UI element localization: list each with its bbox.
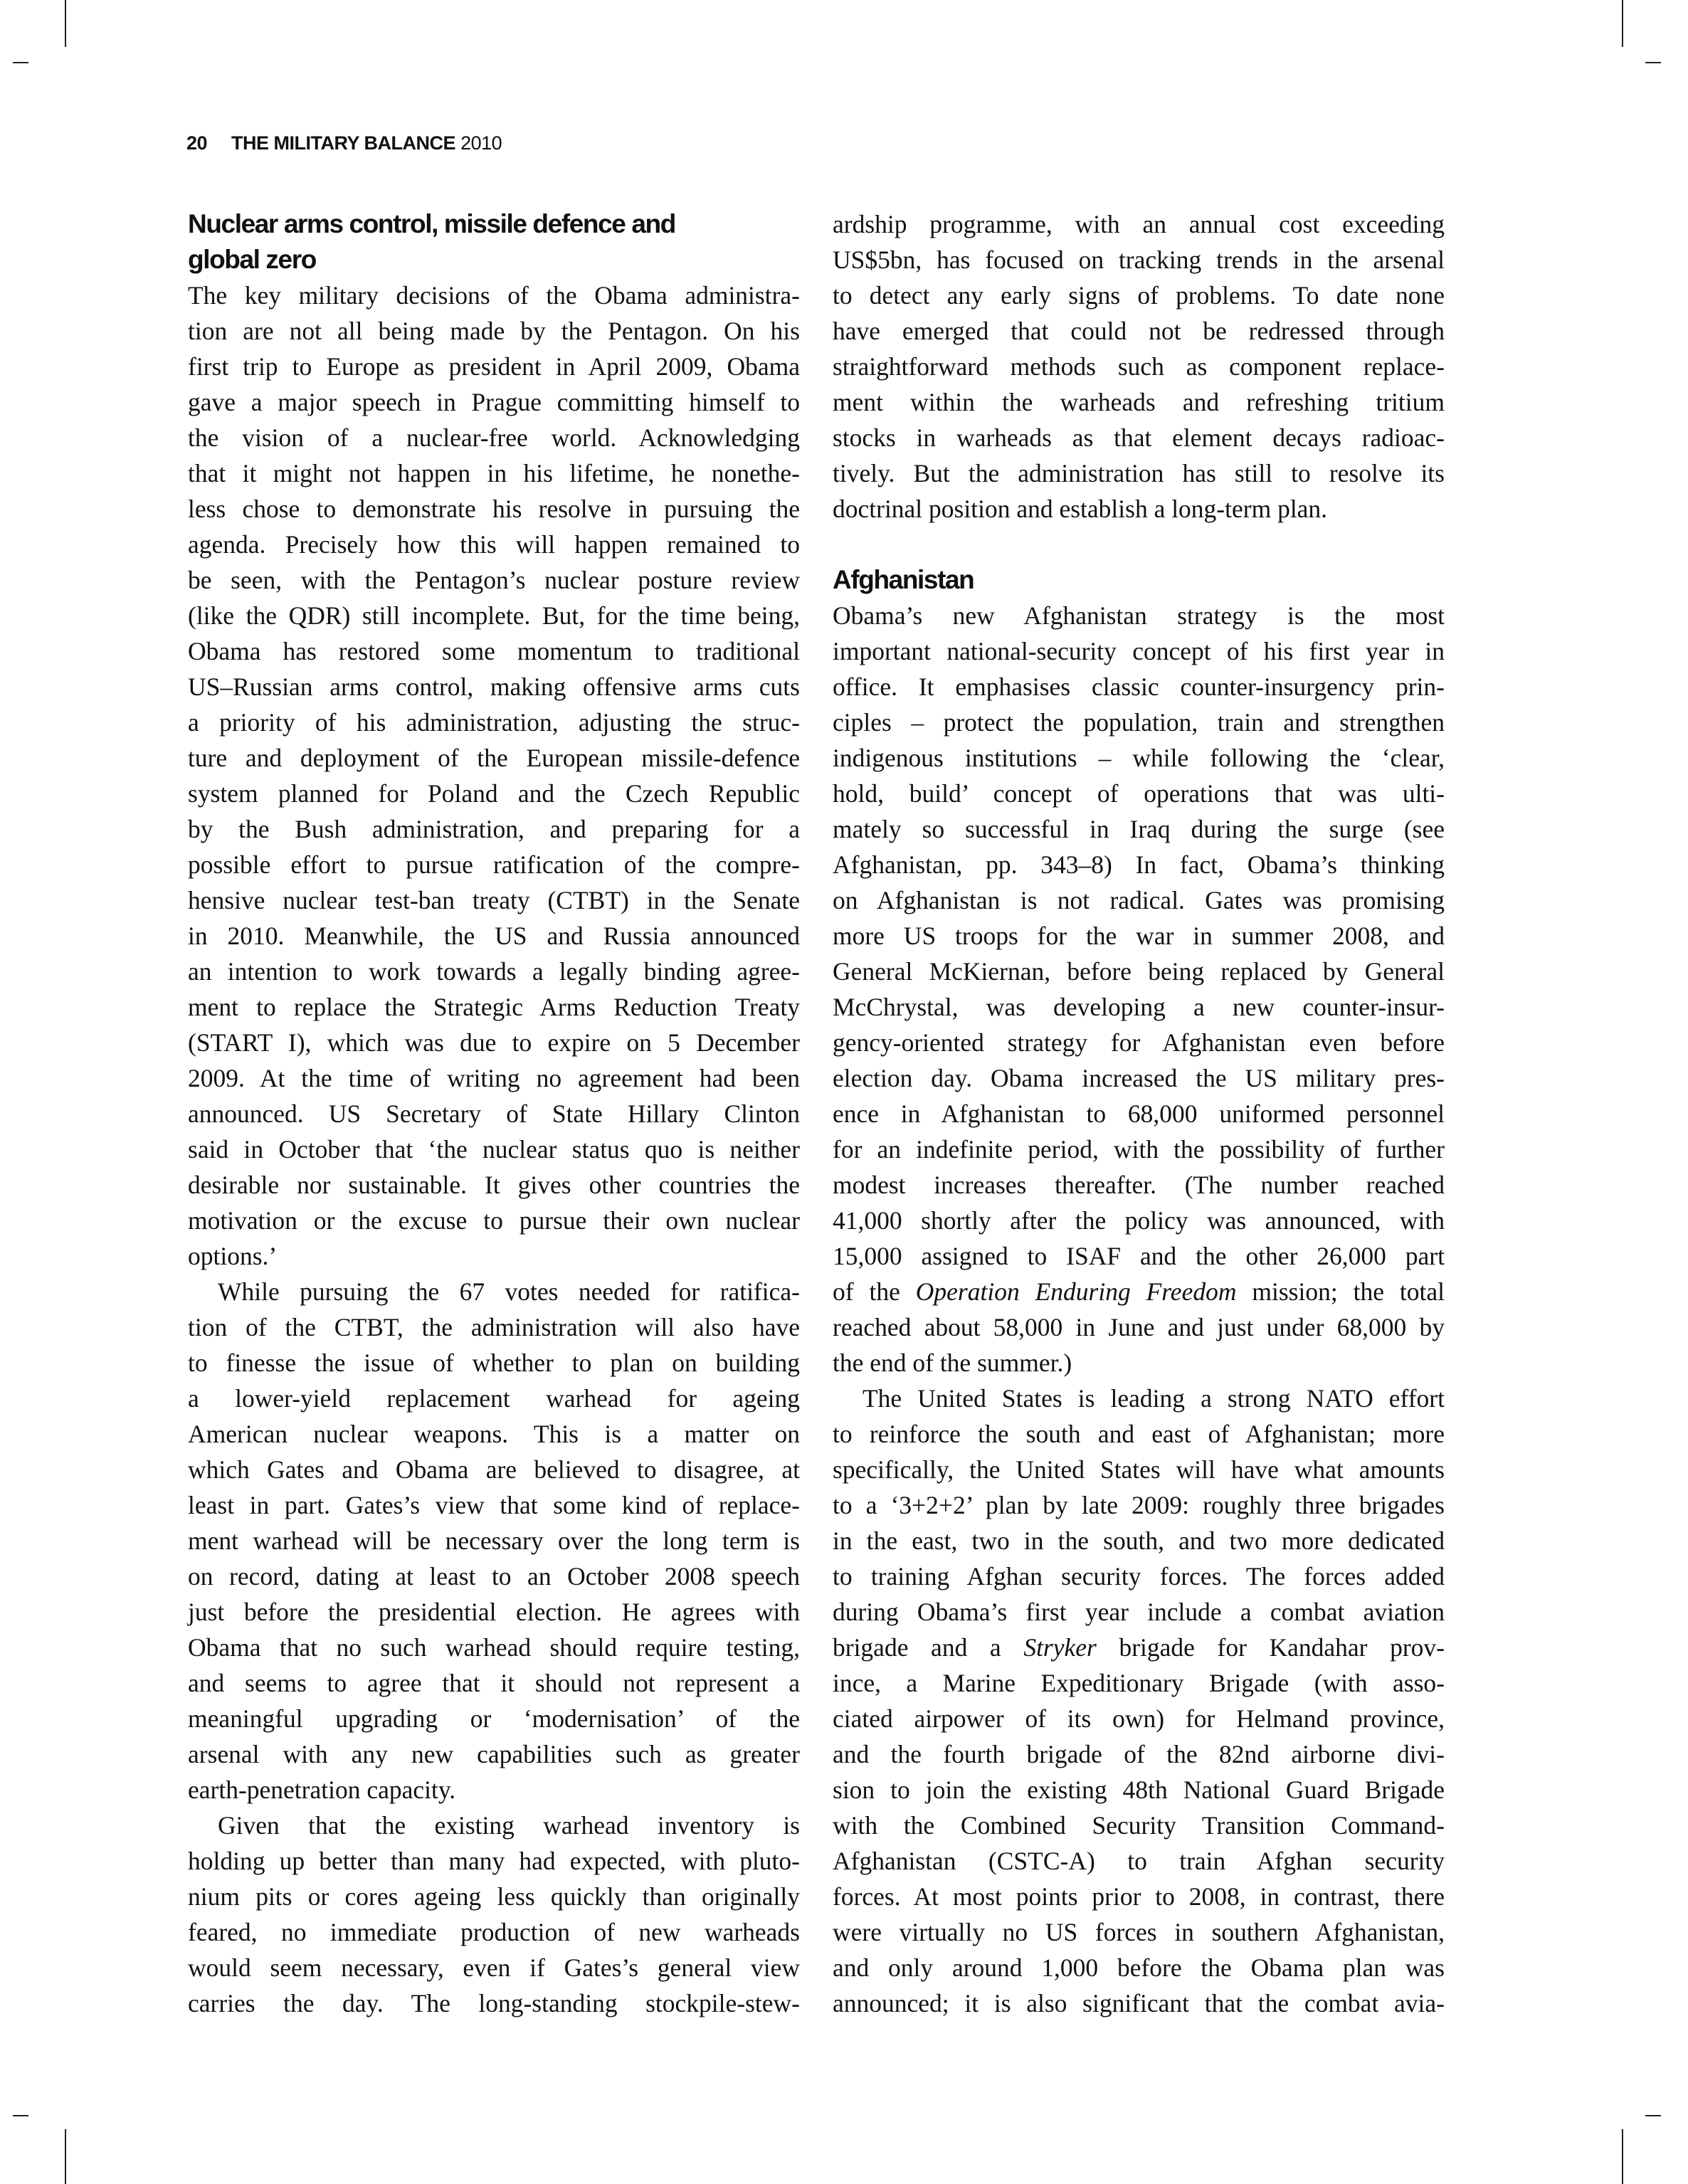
text-line: be seen, with the Pentagon’s nuclear posture review (188, 566, 800, 594)
text-line: a lower-yield replacement warhead for ageing (188, 1384, 800, 1413)
text-line: important national-security concept of his first year in (833, 637, 1445, 665)
text-line: American nuclear weapons. This is a matter on (188, 1420, 800, 1448)
text-line: Obama has restored some momentum to traditional (188, 637, 800, 665)
text-line: to training Afghan security forces. The forces added (833, 1562, 1445, 1590)
text-line: While pursuing the 67 votes needed for ratifica- (218, 1277, 800, 1306)
text-line: ince, a Marine Expeditionary Brigade (with asso- (833, 1669, 1445, 1697)
text-line: (START I), which was due to expire on 5 December (188, 1028, 800, 1057)
italic-title: Operation Enduring Freedom (915, 1277, 1237, 1306)
text-line: motivation or the excuse to pursue their own nuclear (188, 1206, 800, 1235)
text-line: the end of the summer.) (833, 1349, 1072, 1377)
text-line: 41,000 shortly after the policy was announced, with (833, 1206, 1445, 1235)
text-line: straightforward methods such as component replace- (833, 352, 1445, 381)
text-line: announced. US Secretary of State Hillary Clinton (188, 1099, 800, 1128)
text-line: reached about 58,000 in June and just under 68,000 by (833, 1313, 1445, 1341)
crop-mark (1645, 2115, 1661, 2116)
text-line: on Afghanistan is not radical. Gates was promising (833, 886, 1445, 914)
text-line: Afghanistan, pp. 343–8) In fact, Obama’s thinking (833, 850, 1445, 879)
text-line: meaningful upgrading or ‘modernisation’ of the (188, 1704, 800, 1733)
publication-title: THE MILITARY BALANCE (231, 132, 456, 154)
text-line: hold, build’ concept of operations that was ulti- (833, 779, 1445, 808)
crop-mark (1622, 2129, 1623, 2184)
text-line: indigenous institutions – while following the ‘clear, (833, 744, 1445, 772)
text-line: were virtually no US forces in southern Afghanistan, (833, 1918, 1445, 1946)
text-line: possible effort to pursue ratification of the compre- (188, 850, 800, 879)
publication-year: 2010 (460, 132, 502, 154)
text-line: system planned for Poland and the Czech Republic (188, 779, 800, 808)
page-number: 20 (186, 132, 208, 154)
section-spacer (833, 527, 1445, 562)
text-line: ture and deployment of the European missile-defence (188, 744, 800, 772)
text-line: ciated airpower of its own) for Helmand province, (833, 1704, 1445, 1733)
text-line: first trip to Europe as president in April 2009, Obama (188, 352, 800, 381)
text-line: which Gates and Obama are believed to disagree, at (188, 1455, 800, 1484)
text-line: ardship programme, with an annual cost exceeding (833, 210, 1445, 238)
text-line: an intention to work towards a legally binding agree- (188, 957, 800, 986)
text-line: by the Bush administration, and preparing for a (188, 815, 800, 843)
text-line: arsenal with any new capabilities such as greater (188, 1740, 800, 1768)
section-heading: Nuclear arms control, missile defence and (188, 209, 675, 238)
text-line: ence in Afghanistan to 68,000 uniformed personnel (833, 1099, 1445, 1128)
text-line: Afghanistan (CSTC-A) to train Afghan security (833, 1847, 1445, 1875)
text-line: The United States is leading a strong NATO effort (863, 1384, 1445, 1413)
text-line: options.’ (188, 1242, 278, 1270)
text-line: in 2010. Meanwhile, the US and Russia announced (188, 922, 800, 950)
text-line: announced; it is also significant that the combat avia- (833, 1989, 1445, 2017)
text-line: Obama’s new Afghanistan strategy is the most (833, 601, 1445, 630)
crop-mark (65, 0, 66, 47)
text-line: the vision of a nuclear-free world. Acknowledging (188, 423, 800, 452)
section-heading: global zero (188, 245, 316, 274)
text-line: mately so successful in Iraq during the surge (see (833, 815, 1445, 843)
section-heading-afghanistan: Afghanistan (833, 565, 974, 594)
text-line: ciples – protect the population, train and strengthen (833, 708, 1445, 737)
text-line (833, 1274, 1445, 1309)
text-line: doctrinal position and establish a long-term plan. (833, 495, 1328, 523)
text-line: and seems to agree that it should not represent a (188, 1669, 800, 1697)
text-line: a priority of his administration, adjusting the struc- (188, 708, 800, 737)
text-line: ment within the warheads and refreshing tritium (833, 388, 1445, 416)
text-line: in the east, two in the south, and two more dedicated (833, 1526, 1445, 1555)
text-line: that it might not happen in his lifetime, he nonethe- (188, 459, 800, 487)
text-line: would seem necessary, even if Gates’s general view (188, 1953, 800, 1982)
text-line: to detect any early signs of problems. To date none (833, 281, 1445, 310)
text-line: election day. Obama increased the US military pres- (833, 1064, 1445, 1092)
text-line: have emerged that could not be redressed through (833, 317, 1445, 345)
text-line: McChrystal, was developing a new counter-insur- (833, 993, 1445, 1021)
text-line: least in part. Gates’s view that some kind of replace- (188, 1491, 800, 1519)
crop-mark (13, 2115, 28, 2116)
text-line: said in October that ‘the nuclear status quo is neither (188, 1135, 800, 1164)
text-line: ment warhead will be necessary over the long term is (188, 1526, 800, 1555)
text-line: General McKiernan, before being replaced by General (833, 957, 1445, 986)
text-line: sion to join the existing 48th National Guard Brigade (833, 1776, 1445, 1804)
text-line: modest increases thereafter. (The number reached (833, 1171, 1445, 1199)
text-line: 2009. At the time of writing no agreement had been (188, 1064, 800, 1092)
text-line: forces. At most points prior to 2008, in contrast, there (833, 1882, 1445, 1911)
crop-mark (1622, 0, 1623, 47)
left-column (188, 206, 800, 2021)
text-line: less chose to demonstrate his resolve in pursuing the (188, 495, 800, 523)
text-segment: mission; the total (1236, 1277, 1445, 1306)
text-line (833, 1630, 1445, 1665)
text-line: hensive nuclear test-ban treaty (CTBT) in the Senate (188, 886, 800, 914)
text-line: gency-oriented strategy for Afghanistan even before (833, 1028, 1445, 1057)
text-line: 15,000 assigned to ISAF and the other 26,000 part (833, 1242, 1445, 1270)
text-line: gave a major speech in Prague committing himself to (188, 388, 800, 416)
text-line: The key military decisions of the Obama administra- (188, 281, 800, 310)
text-segment: brigade and a (833, 1633, 1024, 1662)
text-segment: brigade for Kandahar prov- (1096, 1633, 1445, 1662)
text-line: earth-penetration capacity. (188, 1776, 456, 1804)
text-line: on record, dating at least to an October 2008 speech (188, 1562, 800, 1590)
text-line: to reinforce the south and east of Afghanistan; more (833, 1420, 1445, 1448)
text-line: US$5bn, has focused on tracking trends in the arsenal (833, 246, 1445, 274)
crop-mark (1645, 62, 1661, 63)
text-segment: of the (833, 1277, 916, 1306)
text-line: stocks in warheads as that element decays radioac- (833, 423, 1445, 452)
text-line: for an indefinite period, with the possibility of further (833, 1135, 1445, 1164)
text-line: agenda. Precisely how this will happen remained to (188, 530, 800, 559)
running-head (186, 132, 502, 154)
text-line: to finesse the issue of whether to plan on building (188, 1349, 800, 1377)
text-line: desirable nor sustainable. It gives other countries the (188, 1171, 800, 1199)
text-line: ment to replace the Strategic Arms Reduction Treaty (188, 993, 800, 1021)
text-line: carries the day. The long-standing stockpile-stew- (188, 1989, 800, 2017)
text-line: US–Russian arms control, making offensive arms cuts (188, 672, 800, 701)
text-line: tively. But the administration has still to resolve its (833, 459, 1445, 487)
text-line: Obama that no such warhead should require testing, (188, 1633, 800, 1662)
right-column (833, 206, 1445, 2021)
text-line: (like the QDR) still incomplete. But, for the time being, (188, 601, 800, 630)
text-line: Given that the existing warhead inventory is (218, 1811, 800, 1840)
text-line: tion of the CTBT, the administration will also have (188, 1313, 800, 1341)
italic-title: Stryker (1023, 1633, 1097, 1662)
text-line: holding up better than many had expected, with pluto- (188, 1847, 800, 1875)
crop-mark (65, 2129, 66, 2184)
text-line: just before the presidential election. He agrees with (188, 1598, 800, 1626)
text-line: specifically, the United States will have what amounts (833, 1455, 1445, 1484)
text-line: to a ‘3+2+2’ plan by late 2009: roughly three brigades (833, 1491, 1445, 1519)
text-line: and only around 1,000 before the Obama plan was (833, 1953, 1445, 1982)
text-line: and the fourth brigade of the 82nd airborne divi- (833, 1740, 1445, 1768)
text-line: tion are not all being made by the Pentagon. On his (188, 317, 800, 345)
text-line: more US troops for the war in summer 2008, and (833, 922, 1445, 950)
text-line: feared, no immediate production of new warheads (188, 1918, 800, 1946)
text-line: office. It emphasises classic counter-insurgency prin- (833, 672, 1445, 701)
crop-mark (13, 62, 28, 63)
text-line: with the Combined Security Transition Command- (833, 1811, 1445, 1840)
text-line: during Obama’s first year include a combat aviation (833, 1598, 1445, 1626)
text-line: nium pits or cores ageing less quickly than originally (188, 1882, 800, 1911)
